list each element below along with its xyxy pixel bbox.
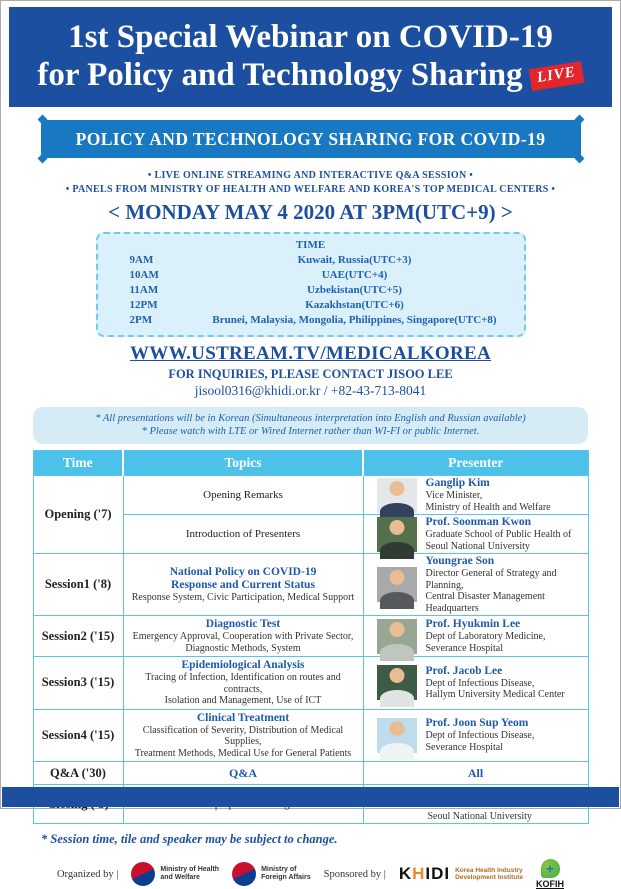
presenter-affiliation: Central Disaster Management Headquarters bbox=[425, 591, 545, 614]
table-row-session1 bbox=[33, 554, 588, 616]
presenter-affiliation: Severance Hospital bbox=[425, 741, 503, 753]
presenter-name: Ganglip Kim bbox=[425, 477, 490, 489]
presenter-cell bbox=[363, 554, 588, 616]
photo-head bbox=[389, 721, 404, 736]
col-header-time: Time bbox=[33, 451, 123, 476]
presenter-affiliation: Ministry of Health and Welfare bbox=[425, 501, 551, 513]
mohw-logo bbox=[131, 862, 219, 886]
presenter-affiliation: Hallym University Medical Center bbox=[425, 689, 565, 701]
taegeuk-icon bbox=[131, 862, 155, 886]
time-cell: Q&A ('30) bbox=[33, 762, 123, 785]
timezone-row bbox=[112, 283, 510, 298]
bottom-blue-bar bbox=[2, 787, 619, 807]
banner-corner bbox=[574, 154, 584, 164]
mofa-label: Ministry of bbox=[261, 865, 297, 873]
footnote: * Session time, tile and speaker may be subject to change. bbox=[41, 832, 338, 846]
presenter-cell bbox=[363, 476, 588, 515]
table-row-session2 bbox=[33, 616, 588, 657]
photo-head bbox=[389, 622, 404, 637]
photo-suit bbox=[380, 592, 414, 609]
presenter-cell bbox=[363, 657, 588, 710]
timezone-row bbox=[112, 268, 510, 283]
presenter-photo bbox=[377, 619, 417, 654]
topic-cell: Q&A bbox=[123, 762, 363, 785]
presenter-affiliation: Dept of Infectious Disease, bbox=[425, 677, 535, 689]
presenter-affiliation: Dept of Laboratory Medicine, bbox=[425, 631, 546, 642]
kofih-sprout-icon bbox=[541, 859, 560, 878]
title-line-2: for Policy and Technology Sharing bbox=[37, 57, 523, 93]
timezone-header: TIME bbox=[295, 239, 326, 251]
presenter-name: Prof. Hyukmin Lee bbox=[425, 618, 521, 630]
presenter-affiliation: Seoul National University bbox=[427, 810, 532, 822]
banner-corner bbox=[574, 115, 584, 125]
khidi-logo bbox=[399, 864, 523, 884]
schedule-table bbox=[33, 450, 589, 824]
presenter-photo bbox=[377, 665, 417, 700]
note-internet: * Please watch with LTE or Wired Internet rather than WI-FI or public Internet. bbox=[141, 426, 480, 437]
timezone-time: 10AM bbox=[129, 269, 159, 281]
table-row-opening-1 bbox=[33, 476, 588, 515]
timezone-time: 2PM bbox=[129, 314, 153, 326]
time-cell: Session3 ('15) bbox=[33, 657, 123, 710]
photo-suit bbox=[380, 542, 414, 559]
presenter-affiliation: Vice Minister, bbox=[425, 490, 483, 501]
photo-suit bbox=[380, 690, 414, 707]
timezone-zone: Brunei, Malaysia, Mongolia, Philippines, Singapore(UTC+8) bbox=[212, 314, 497, 326]
presenter-cell bbox=[363, 515, 588, 554]
presenter-affiliation: Seoul National University bbox=[425, 540, 530, 552]
event-date: < MONDAY MAY 4 2020 AT 3PM(UTC+9) > bbox=[108, 200, 513, 224]
col-header-presenter: Presenter bbox=[363, 451, 588, 476]
khidi-label: Development Institute bbox=[455, 874, 524, 881]
topic-cell: Epidemiological Analysis Tracing of Infection, Identification on routes and contracts, Isolation and Management, Use of ICT bbox=[123, 657, 363, 710]
timezone-row bbox=[112, 298, 510, 313]
stream-url-link[interactable]: WWW.USTREAM.TV/MEDICALKOREA bbox=[129, 343, 492, 364]
photo-suit bbox=[380, 743, 414, 760]
inquiries-line: FOR INQUIRIES, PLEASE CONTACT JISOO LEE bbox=[168, 367, 453, 381]
presenter-affiliation: Graduate School of Public Health of bbox=[425, 529, 572, 540]
footer-logos bbox=[1, 859, 620, 889]
khidi-label: Korea Health Industry bbox=[455, 866, 523, 874]
photo-head bbox=[389, 481, 404, 496]
time-cell: Opening ('7) bbox=[33, 476, 123, 554]
presenter-name: Prof. Jacob Lee bbox=[425, 664, 503, 677]
sponsored-by-label: Sponsored by | bbox=[323, 868, 386, 880]
timezone-row bbox=[112, 313, 510, 328]
table-row-qa bbox=[33, 762, 588, 785]
timezone-time: 11AM bbox=[129, 284, 159, 296]
topic-cell: Opening Remarks bbox=[123, 476, 363, 515]
schedule-header-row bbox=[33, 451, 588, 476]
presenter-affiliation: Severance Hospital bbox=[425, 642, 503, 654]
poster-title-box bbox=[9, 7, 612, 107]
kofih-wordmark: KOFIH bbox=[536, 879, 565, 889]
presenter-name: Prof. Soonman Kwon bbox=[425, 516, 532, 528]
khidi-wordmark: KHIDI bbox=[398, 864, 451, 883]
mohw-label: Ministry of Health bbox=[160, 865, 220, 873]
banner-corner bbox=[37, 115, 47, 125]
presenter-affiliation: Dept of Infectious Disease, bbox=[425, 730, 535, 742]
presenter-name: Youngrae Son bbox=[425, 555, 495, 567]
timezone-zone: Uzbekistan(UTC+5) bbox=[307, 284, 402, 296]
taegeuk-icon bbox=[232, 862, 256, 886]
timezone-time: 12PM bbox=[129, 299, 158, 311]
table-row-session4 bbox=[33, 709, 588, 762]
topic-cell: Introduction of Presenters bbox=[123, 515, 363, 554]
banner-corner bbox=[37, 154, 47, 164]
presenter-cell: All bbox=[363, 762, 588, 785]
table-row-session3 bbox=[33, 657, 588, 710]
time-cell: Session2 ('15) bbox=[33, 616, 123, 657]
timezone-box bbox=[96, 232, 526, 337]
note-language: * All presentations will be in Korean (Simultaneous interpretation into English and Russian available) bbox=[95, 413, 526, 424]
live-badge: LIVE bbox=[528, 61, 584, 91]
timezone-zone: Kazakhstan(UTC+6) bbox=[305, 299, 404, 311]
presenter-photo bbox=[377, 718, 417, 753]
presenter-photo bbox=[377, 567, 417, 602]
notes-band bbox=[33, 407, 588, 444]
presenter-photo bbox=[377, 478, 417, 513]
bullet-panels: • PANELS FROM MINISTRY OF HEALTH AND WELFARE AND KOREA'S TOP MEDICAL CENTERS • bbox=[65, 184, 556, 195]
time-cell: Session4 ('15) bbox=[33, 709, 123, 762]
mohw-label: and Welfare bbox=[160, 874, 200, 881]
topic-cell: Clinical Treatment Classification of Severity, Distribution of Medical Supplies, Treatment Methods, Medical Use for General Patients bbox=[123, 709, 363, 762]
presenter-cell bbox=[363, 616, 588, 657]
kofih-logo bbox=[536, 859, 564, 889]
topic-cell: National Policy on COVID-19 Response and Current Status Response System, Civic Participation, Medical Support bbox=[123, 554, 363, 616]
presenter-photo bbox=[377, 517, 417, 552]
presenter-affiliation: Director General of Strategy and Planning, bbox=[425, 568, 557, 591]
presenter-name: Prof. Joon Sup Yeom bbox=[425, 717, 529, 730]
bullet-streaming: • LIVE ONLINE STREAMING AND INTERACTIVE Q&A SESSION • bbox=[147, 170, 474, 181]
mofa-logo bbox=[232, 862, 311, 886]
timezone-time: 9AM bbox=[129, 254, 154, 266]
photo-head bbox=[389, 520, 404, 535]
photo-head bbox=[389, 570, 404, 585]
intro-bullets bbox=[1, 169, 620, 197]
subtitle-banner-text: POLICY AND TECHNOLOGY SHARING FOR COVID-19 bbox=[75, 128, 546, 149]
organized-by-label: Organized by | bbox=[56, 868, 119, 880]
timezone-zone: UAE(UTC+4) bbox=[321, 269, 388, 281]
contact-details: jisool0316@khidi.or.kr / +82-43-713-8041 bbox=[194, 383, 427, 398]
photo-head bbox=[389, 668, 404, 683]
subtitle-banner bbox=[41, 120, 581, 158]
topic-cell: Diagnostic Test Emergency Approval, Cooperation with Private Sector, Diagnostic Methods, System bbox=[123, 616, 363, 657]
mofa-label: Foreign Affairs bbox=[261, 874, 311, 881]
time-cell: Session1 ('8) bbox=[33, 554, 123, 616]
photo-suit bbox=[380, 644, 414, 661]
presenter-cell bbox=[363, 709, 588, 762]
timezone-row bbox=[112, 253, 510, 268]
col-header-topics: Topics bbox=[123, 451, 363, 476]
title-line-1: 1st Special Webinar on COVID-19 bbox=[68, 19, 553, 55]
timezone-zone: Kuwait, Russia(UTC+3) bbox=[297, 254, 412, 266]
